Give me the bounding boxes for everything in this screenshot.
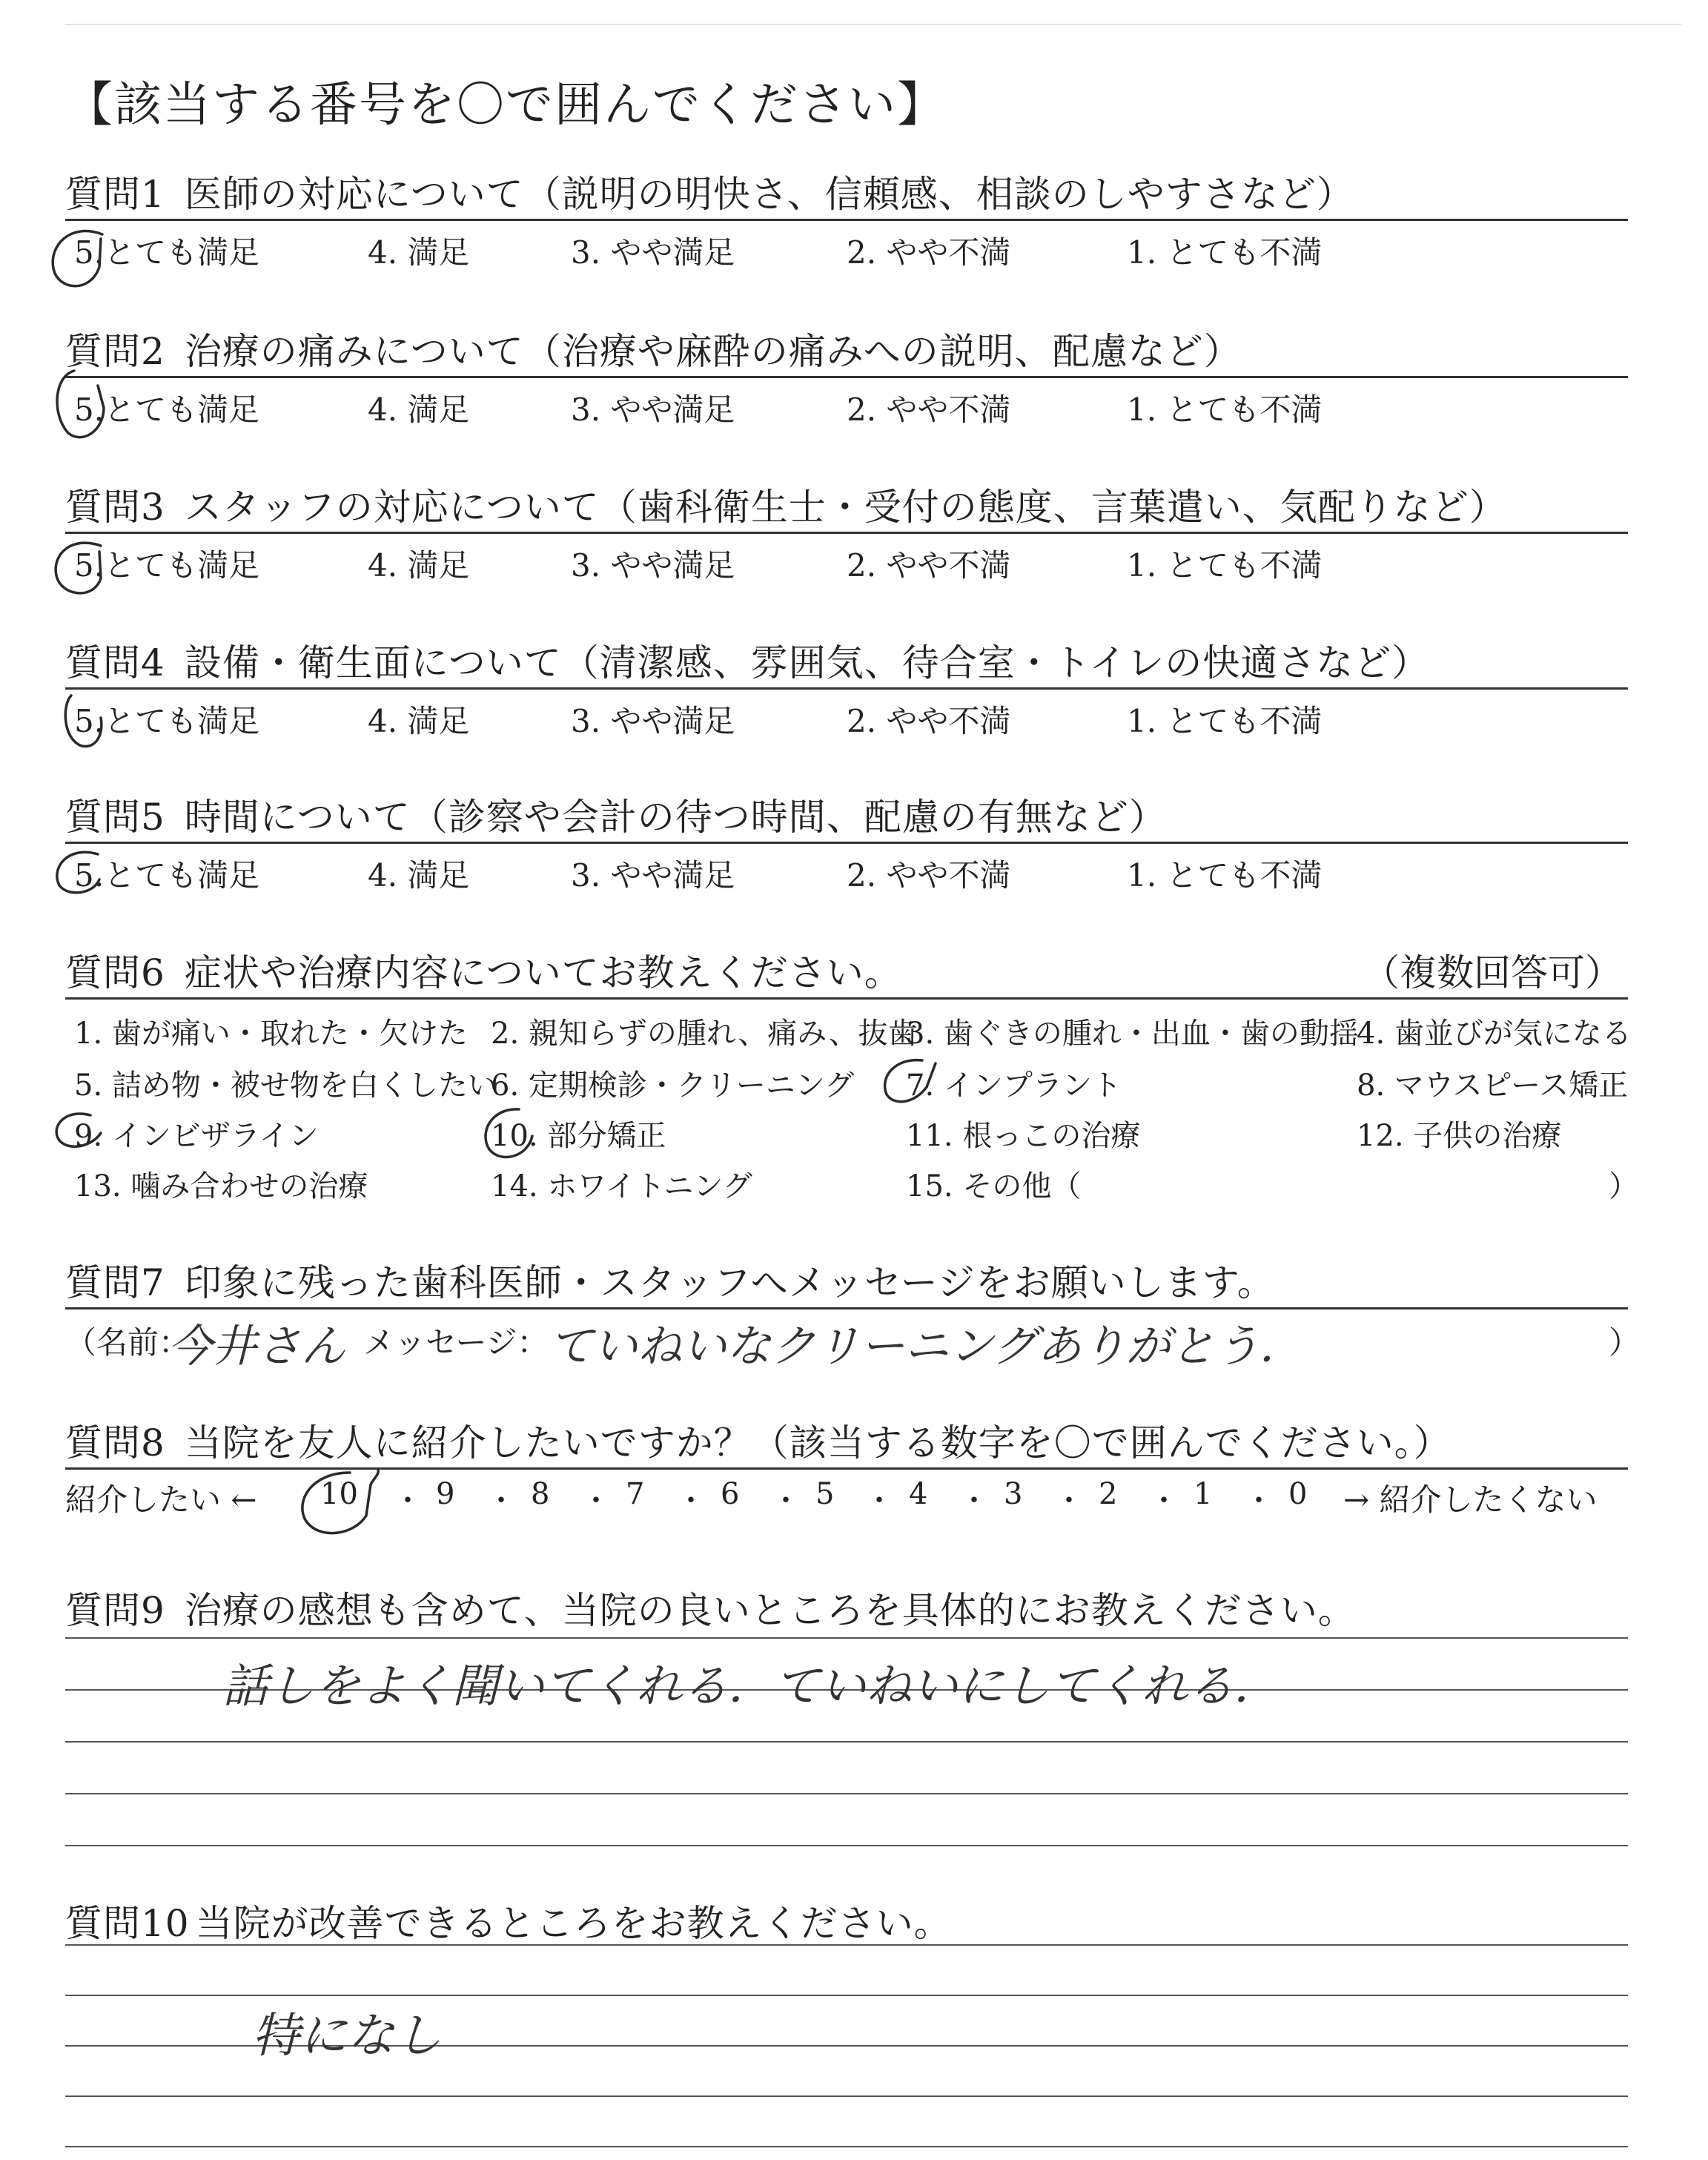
- q8-scale-dot: ・: [959, 1484, 989, 1518]
- question-5-text: 時間について（診察や会計の待つ時間、配慮の有無など）: [184, 796, 1167, 839]
- question-1-text: 医師の対応について（説明の明快さ、信頼感、相談のしやすさなど）: [184, 173, 1354, 216]
- q8-scale-10[interactable]: 10: [320, 1477, 358, 1511]
- question-10-text: 当院が改善できるところをお教えください。: [195, 1902, 952, 1945]
- q7-close-paren: ）: [1609, 1324, 1641, 1361]
- question-6-title: [65, 943, 902, 997]
- q9-answer-line: [65, 1637, 1628, 1639]
- q8-scale-dot: ・: [486, 1484, 516, 1518]
- q6-option-5[interactable]: 5. 詰め物・被せ物を白くしたい: [74, 1069, 497, 1103]
- q5-option-5[interactable]: 5.とても満足: [74, 857, 260, 894]
- question-8-rule: [65, 1467, 1628, 1470]
- q8-scale-dot: ・: [1054, 1484, 1084, 1518]
- q2-option-5[interactable]: 5.とても満足: [74, 392, 260, 428]
- q2-option-1[interactable]: 1. とても不満: [1127, 392, 1323, 428]
- question-10-title: [65, 1894, 952, 1947]
- q1-option-4[interactable]: 4. 満足: [368, 234, 470, 271]
- q8-scale-dot: ・: [864, 1484, 894, 1518]
- q8-scale-dot: ・: [393, 1484, 423, 1518]
- q7-message-label: メッセージ：: [363, 1324, 549, 1361]
- q6-option-9[interactable]: 9. インビザライン: [74, 1119, 319, 1153]
- q1-option-5[interactable]: 5.とても満足: [74, 234, 260, 271]
- question-2-title: [65, 322, 1242, 375]
- q3-option-2[interactable]: 2. やや不満: [847, 547, 1011, 584]
- question-1-rule: [65, 219, 1628, 221]
- question-9-title: [65, 1581, 1356, 1634]
- question-6-rule: [65, 997, 1628, 1000]
- top-border-line: [65, 24, 1681, 25]
- q8-scale-9[interactable]: 9: [436, 1477, 455, 1511]
- q8-scale-0[interactable]: 0: [1288, 1477, 1308, 1511]
- question-6-number: 質問6: [65, 951, 165, 994]
- question-1-title: [65, 165, 1354, 218]
- question-5-rule: [65, 842, 1628, 844]
- q8-scale-dot: ・: [1244, 1484, 1274, 1518]
- question-4-title: [65, 633, 1429, 687]
- q6-other-close-paren: ）: [1609, 1169, 1638, 1203]
- q5-option-3[interactable]: 3. やや満足: [571, 857, 735, 894]
- question-3-text: スタッフの対応について（歯科衛生士・受付の態度、言葉遣い、気配りなど）: [184, 486, 1507, 529]
- q10-answer-line: [65, 1995, 1628, 1996]
- q10-handwritten-answer[interactable]: 特になし: [252, 2009, 442, 2064]
- q8-scale-4[interactable]: 4: [909, 1477, 928, 1511]
- form-heading: 【該当する番号を〇で囲んでください】: [65, 78, 946, 133]
- q4-option-5[interactable]: 5.とても満足: [74, 703, 260, 739]
- question-2-number: 質問2: [65, 330, 165, 373]
- q6-option-3[interactable]: 3. 歯ぐきの腫れ・出血・歯の動揺: [906, 1017, 1359, 1051]
- q1-option-2[interactable]: 2. やや不満: [847, 234, 1011, 271]
- question-8-title: [65, 1413, 1452, 1467]
- question-3-number: 質問3: [65, 486, 165, 529]
- q3-option-1[interactable]: 1. とても不満: [1127, 547, 1323, 584]
- q10-answer-line: [65, 2095, 1628, 2097]
- q10-answer-line: [65, 2146, 1628, 2147]
- q8-scale-2[interactable]: 2: [1099, 1477, 1118, 1511]
- q6-option-15[interactable]: 15. その他（: [906, 1169, 1082, 1203]
- q8-scale-1[interactable]: 1: [1194, 1477, 1213, 1511]
- question-10-number: 質問10: [65, 1902, 190, 1945]
- q7-name-label: （名前：: [65, 1324, 191, 1361]
- question-3-rule: [65, 532, 1628, 534]
- q6-option-11[interactable]: 11. 根っこの治療: [906, 1119, 1141, 1153]
- question-7-number: 質問7: [65, 1261, 165, 1304]
- q8-scale-dot: ・: [676, 1484, 706, 1518]
- q8-scale-3[interactable]: 3: [1004, 1477, 1023, 1511]
- q4-option-2[interactable]: 2. やや不満: [847, 703, 1011, 739]
- question-6-multi-answer-note: （複数回答可）: [1363, 951, 1622, 994]
- q6-option-2[interactable]: 2. 親知らずの腫れ、痛み、抜歯: [491, 1017, 918, 1051]
- q8-scale-dot: ・: [1149, 1484, 1179, 1518]
- q8-scale-5[interactable]: 5: [815, 1477, 835, 1511]
- q7-name-handwritten[interactable]: 今井さん: [168, 1321, 345, 1373]
- question-7-title: [65, 1253, 1275, 1307]
- question-5-number: 質問5: [65, 796, 165, 839]
- q5-option-1[interactable]: 1. とても不満: [1127, 857, 1323, 894]
- q6-option-8[interactable]: 8. マウスピース矯正: [1357, 1069, 1629, 1103]
- question-8-number: 質問8: [65, 1421, 165, 1464]
- question-6-text: 症状や治療内容についてお教えください。: [184, 951, 902, 994]
- q1-option-3[interactable]: 3. やや満足: [571, 234, 735, 271]
- q2-option-4[interactable]: 4. 満足: [368, 392, 470, 428]
- question-7-text: 印象に残った歯科医師・スタッフへメッセージをお願いします。: [184, 1261, 1275, 1304]
- q8-scale-6[interactable]: 6: [721, 1477, 740, 1511]
- q6-option-1[interactable]: 1. 歯が痛い・取れた・欠けた: [74, 1017, 468, 1051]
- q3-option-5[interactable]: 5.とても満足: [74, 547, 260, 584]
- question-5-title: [65, 787, 1167, 841]
- q8-scale-7[interactable]: 7: [626, 1477, 645, 1511]
- question-2-rule: [65, 376, 1628, 378]
- question-4-text: 設備・衛生面について（清潔感、雰囲気、待合室・トイレの快適さなど）: [184, 641, 1430, 684]
- question-1-number: 質問1: [65, 173, 165, 216]
- q6-option-14[interactable]: 14. ホワイトニング: [491, 1169, 752, 1203]
- question-7-rule: [65, 1307, 1628, 1309]
- q9-handwritten-answer[interactable]: 話しをよく聞いてくれる．ていねいにしてくれる．: [222, 1659, 1280, 1713]
- q8-scale-dot: ・: [771, 1484, 801, 1518]
- question-8-text: 当院を友人に紹介したいですか？（該当する数字を〇で囲んでください。）: [184, 1421, 1452, 1464]
- q7-message-handwritten[interactable]: ていねいなクリーニングありがとう．: [549, 1321, 1304, 1373]
- q9-answer-line: [65, 1741, 1628, 1743]
- q1-option-1[interactable]: 1. とても不満: [1127, 234, 1323, 271]
- q2-option-2[interactable]: 2. やや不満: [847, 392, 1011, 428]
- q4-option-1[interactable]: 1. とても不満: [1127, 703, 1323, 739]
- q3-option-3[interactable]: 3. やや満足: [571, 547, 735, 584]
- q5-option-4[interactable]: 4. 満足: [368, 857, 470, 894]
- q3-option-4[interactable]: 4. 満足: [368, 547, 470, 584]
- q6-option-13[interactable]: 13. 噛み合わせの治療: [74, 1169, 368, 1203]
- q10-answer-line: [65, 1944, 1628, 1946]
- q4-option-3[interactable]: 3. やや満足: [571, 703, 735, 739]
- q4-option-4[interactable]: 4. 満足: [368, 703, 470, 739]
- question-2-text: 治療の痛みについて（治療や麻酔の痛みへの説明、配慮など）: [184, 330, 1242, 373]
- q6-option-12[interactable]: 12. 子供の治療: [1357, 1119, 1562, 1153]
- q8-scale-dot: ・: [581, 1484, 611, 1518]
- question-4-number: 質問4: [65, 641, 165, 684]
- q6-option-10[interactable]: 10. 部分矯正: [491, 1119, 666, 1153]
- question-9-text: 治療の感想も含めて、当院の良いところを具体的にお教えください。: [184, 1589, 1356, 1632]
- question-4-rule: [65, 687, 1628, 690]
- q2-option-3[interactable]: 3. やや満足: [571, 392, 735, 428]
- q8-scale-8[interactable]: 8: [531, 1477, 550, 1511]
- q6-option-4[interactable]: 4. 歯並びが気になる: [1357, 1017, 1632, 1051]
- q9-answer-line: [65, 1793, 1628, 1794]
- question-3-title: [65, 478, 1507, 531]
- q6-option-6[interactable]: 6. 定期検診・クリーニング: [491, 1069, 855, 1103]
- q9-answer-line: [65, 1845, 1628, 1846]
- q8-left-label: 紹介したい ←: [65, 1482, 257, 1518]
- question-9-number: 質問9: [65, 1589, 165, 1632]
- q6-option-7[interactable]: 7. インプラント: [906, 1069, 1122, 1103]
- q8-right-label: → 紹介したくない: [1343, 1482, 1598, 1518]
- q5-option-2[interactable]: 2. やや不満: [847, 857, 1011, 894]
